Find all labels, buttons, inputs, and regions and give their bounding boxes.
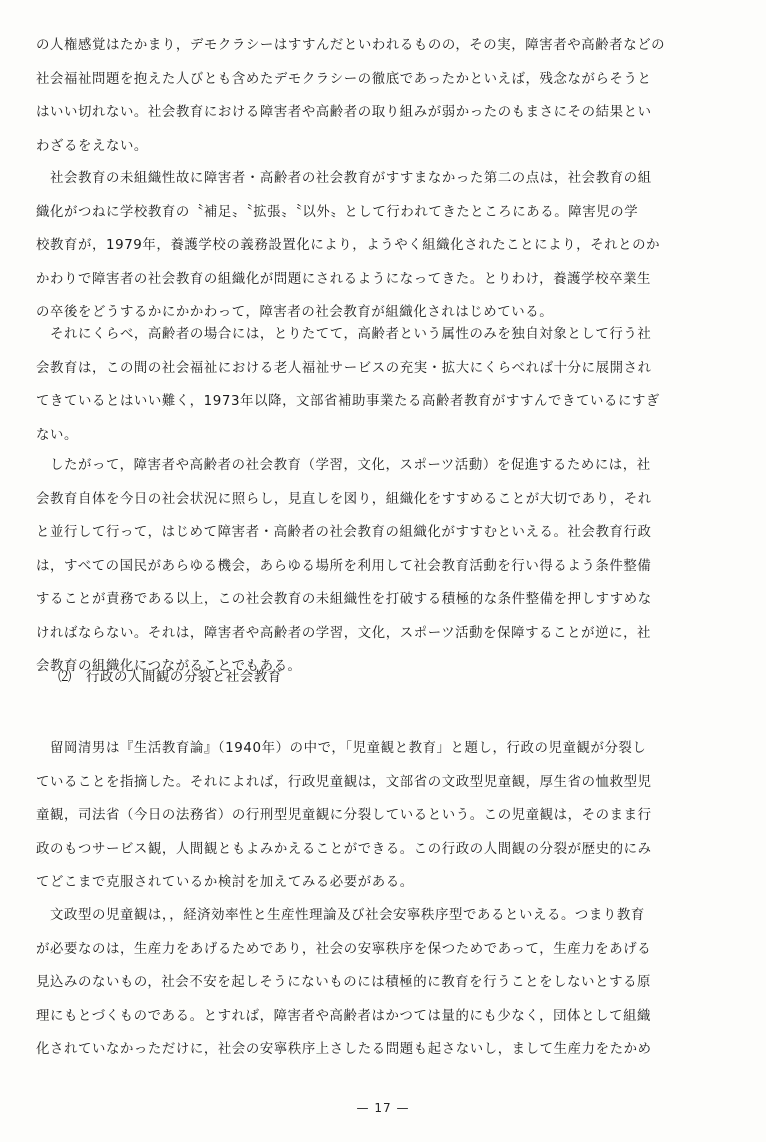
text-line: の人権感覚はたかまり，デモクラシーはすすんだといわれるものの，その実，障害者や高齢者などの (36, 38, 666, 53)
text-line: 童観，司法省（今日の法務省）の行刑型児童観に分裂しているという。この児童観は，そのまま行 (36, 808, 652, 823)
text-line: 校教育が，1979年，養護学校の義務設置化により，ようやく組織化されたことにより，それとのか (36, 238, 661, 253)
text-line: することが責務である以上，この社会教育の未組織性を打破する積極的な条件整備を押しすすめな (36, 592, 652, 607)
text-line: が必要なのは，生産力をあげるためであり，社会の安寧秩序を保つためであって，生産力をあげる (36, 941, 652, 957)
text-line: わざるをえない。 (36, 138, 148, 154)
text-line: 織化がつねに学校教育の〝補足〟〝拡張〟〝以外〟として行われてきたところにある。障害児の学 (36, 204, 639, 220)
paragraph (36, 899, 726, 1067)
text-line: 理にもとづくものである。とすれば，障害者や高齢者はかつては量的にも少なく，団体として組織 (36, 1008, 652, 1024)
text-line: 社会福祉問題を抱えた人びとも含めたデモクラシーの徹底であったかといえば，残念ながらそうと (36, 71, 652, 87)
paragraph (36, 29, 726, 163)
text-line: したがって，障害者や高齢者の社会教育（学習，文化，スポーツ活動）を促進するためには，社 (36, 458, 651, 473)
text-line: 会教育は，この間の社会福祉における老人福祉サービスの充実・拡大にくらべれば十分に展開され (36, 360, 652, 376)
page-number: — 17 — (356, 1101, 410, 1115)
text-line: と並行して行って，はじめて障害者・高齢者の社会教育の組織化がすすむといえる。社会教育行政 (36, 525, 652, 540)
text-line: 留岡清男は『生活教育論』（1940年）の中で，「児童観と教育」と題し，行政の児童観が分裂し (36, 741, 647, 756)
text-line: 社会教育の未組織性故に障害者・高齢者の社会教育がすすまなかった第二の点は，社会教育の組 (36, 171, 652, 186)
text-line: かわりで障害者の社会教育の組織化が問題にされるようになってきた。とりわけ，養護学校卒業生 (36, 271, 652, 287)
text-line: 見込みのないもの，社会不安を起しそうにないものには積極的に教育を行うことをしないとする原 (36, 975, 652, 990)
section-heading: ⑵ 行政の人間観の分裂と社会教育 (58, 670, 282, 685)
paragraph (36, 732, 726, 900)
paragraph (36, 318, 726, 452)
text-line: ていることを指摘した。それによれば，行政児童観は，文部省の文政型児童観，厚生省の恤救型児 (36, 774, 652, 790)
text-line: の卒後をどうするかにかかわって，障害者の社会教育が組織化されはじめている。 (36, 305, 554, 320)
text-line: ない。 (36, 427, 78, 443)
text-line: は，すべての国民があらゆる機会，あらゆる場所を利用して社会教育活動を行い得るよう条件整備 (36, 558, 652, 574)
text-line: 文政型の児童観は，，経済効率性と生産性理論及び社会安寧秩序型であるといえる。つまり教育 (36, 908, 645, 923)
text-line: ければならない。それは，障害者や高齢者の学習，文化，スポーツ活動を保障することが逆に，社 (36, 625, 652, 641)
text-line: 会教育自体を今日の社会状況に照らし，見直しを図り，組織化をすすめることが大切であり，それ (36, 491, 652, 507)
text-line: てどこまで克服されているか検討を加えてみる必要がある。 (36, 875, 414, 890)
text-line: てきているとはいい難く，1973年以降，文部省補助事業たる高齢者教育がすすんできているにすぎ (36, 394, 660, 409)
text-line: 化されていなかっただけに，社会の安寧秩序上さしたる問題も起さないし，まして生産力をたかめ (36, 1042, 652, 1057)
text-line: 政のもつサービス観，人間観ともよみかえることができる。この行政の人間観の分裂が歴史的にみ (36, 841, 652, 857)
text-line: それにくらべ，高齢者の場合には，とりたてて，高齢者という属性のみを独自対象として行う社 (36, 327, 652, 342)
paragraph (36, 162, 726, 330)
text-line: 会教育の組織化につながることでもある。 (36, 659, 302, 674)
text-line: はいい切れない。社会教育における障害者や高齢者の取り組みが弱かったのもまさにその結果とい (36, 105, 652, 120)
paragraph (36, 449, 726, 684)
